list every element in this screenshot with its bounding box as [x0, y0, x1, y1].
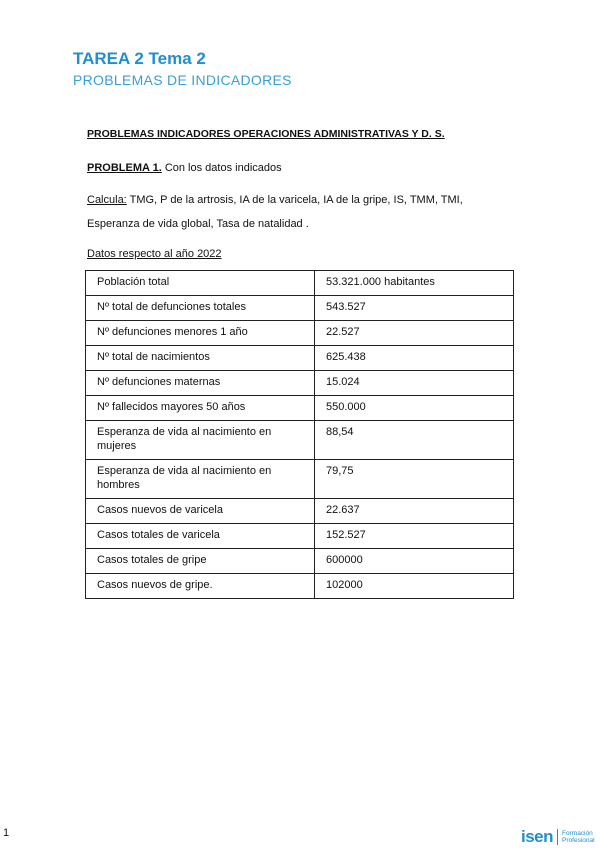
- table-cell-value: 53.321.000 habitantes: [315, 271, 514, 296]
- table-row: [86, 271, 514, 296]
- table-cell-value: 22.637: [315, 499, 514, 524]
- table-cell-value: 625.438: [315, 346, 514, 371]
- logo-text: [562, 830, 595, 845]
- logo-brand: isen: [521, 827, 554, 846]
- table-cell-label: Casos nuevos de varicela: [86, 499, 315, 524]
- table-cell-label: Casos totales de varicela: [86, 524, 315, 549]
- table-row: [86, 524, 514, 549]
- table-row: [86, 371, 514, 396]
- table-cell-value: 15.024: [315, 371, 514, 396]
- table-cell-label: Esperanza de vida al nacimiento en hombres: [86, 460, 315, 499]
- document-title: TAREA 2 Tema 2: [73, 49, 206, 68]
- calc-statement: [87, 194, 463, 206]
- table-row: [86, 574, 514, 599]
- table-row: [86, 460, 514, 499]
- calc-label: Calcula:: [87, 194, 127, 206]
- table-row: [86, 549, 514, 574]
- table-cell-value: 600000: [315, 549, 514, 574]
- indicators-table: [85, 270, 514, 599]
- table-cell-label: Población total: [86, 271, 315, 296]
- table-cell-value: 102000: [315, 574, 514, 599]
- table-cell-label: Casos totales de gripe: [86, 549, 315, 574]
- table-row: [86, 346, 514, 371]
- table-cell-value: 88,54: [315, 421, 514, 460]
- table-row: [86, 321, 514, 346]
- table-cell-value: 79,75: [315, 460, 514, 499]
- table-cell-value: 543.527: [315, 296, 514, 321]
- problem-text: Con los datos indicados: [161, 162, 282, 174]
- logo-line1: Formación: [562, 829, 593, 837]
- table-row: [86, 396, 514, 421]
- table-row: [86, 421, 514, 460]
- table-cell-value: 152.527: [315, 524, 514, 549]
- page-number: 1: [3, 827, 10, 839]
- table-cell-value: 550.000: [315, 396, 514, 421]
- data-caption: Datos respecto al año 2022: [87, 248, 222, 260]
- table-cell-label: Casos nuevos de gripe.: [86, 574, 315, 599]
- problem-label: PROBLEMA 1.: [87, 162, 162, 174]
- table-cell-label: Nº defunciones menores 1 año: [86, 321, 315, 346]
- table-cell-value: 22.527: [315, 321, 514, 346]
- table-row: [86, 296, 514, 321]
- table-cell-label: Nº fallecidos mayores 50 años: [86, 396, 315, 421]
- problem-statement: [87, 162, 282, 174]
- logo-divider: [557, 829, 558, 845]
- document-subtitle: PROBLEMAS DE INDICADORES: [73, 72, 292, 88]
- logo-line2: Profesional: [562, 837, 595, 844]
- table-cell-label: Esperanza de vida al nacimiento en mujeres: [86, 421, 315, 460]
- section-heading: PROBLEMAS INDICADORES OPERACIONES ADMINISTRATIVAS Y D. S.: [87, 128, 445, 140]
- calc-statement-line2: Esperanza de vida global, Tasa de natalidad .: [87, 218, 309, 230]
- table-cell-label: Nº total de nacimientos: [86, 346, 315, 371]
- table-cell-label: Nº total de defunciones totales: [86, 296, 315, 321]
- table-row: [86, 499, 514, 524]
- table-cell-label: Nº defunciones maternas: [86, 371, 315, 396]
- isen-logo: [521, 829, 595, 845]
- calc-text: TMG, P de la artrosis, IA de la varicela, IA de la gripe, IS, TMM, TMI,: [126, 194, 463, 206]
